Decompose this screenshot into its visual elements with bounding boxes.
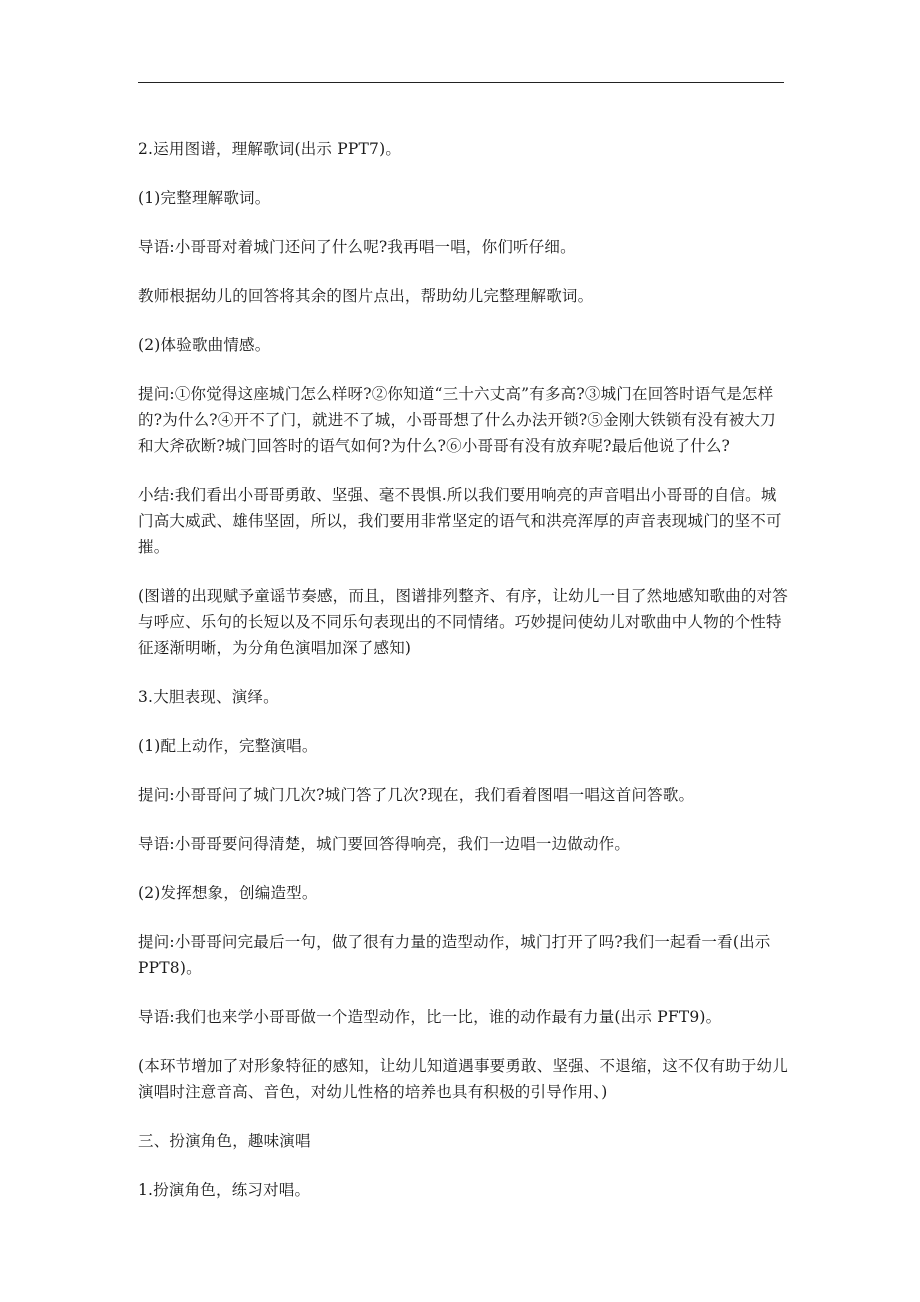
- paragraph: (图谱的出现赋予童谣节奏感，而且，图谱排列整齐、有序，让幼儿一目了然地感知歌曲的对答与呼应、乐句的长短以及不同乐句表现出的不同情绪。巧妙提问使幼儿对歌曲中人物的个性特征逐渐明晰，为分角色演唱加深了感知): [138, 587, 788, 657]
- paragraph: 导语:小哥哥要问得清楚，城门要回答得响亮，我们一边唱一边做动作。: [138, 835, 631, 853]
- paragraph: 提问:小哥哥问了城门几次?城门答了几次?现在，我们看着图唱一唱这首问答歌。: [138, 786, 695, 804]
- paragraph: 1.扮演角色，练习对唱。: [138, 1181, 311, 1199]
- paragraph: 导语:小哥哥对着城门还问了什么呢?我再唱一唱，你们听仔细。: [138, 238, 576, 256]
- paragraph: (2)体验歌曲情感。: [138, 336, 271, 354]
- paragraph: 小结:我们看出小哥哥勇敢、坚强、毫不畏惧.所以我们要用响亮的声音唱出小哥哥的自信。城门高大威武、雄伟坚固，所以，我们要用非常坚定的语气和洪亮浑厚的声音表现城门的坚不可摧。: [138, 486, 782, 556]
- paragraph: 3.大胆表现、演绎。: [138, 688, 279, 706]
- paragraph: 三、扮演角色，趣味演唱: [138, 1132, 311, 1150]
- paragraph: 教师根据幼儿的回答将其余的图片点出，帮助幼儿完整理解歌词。: [138, 287, 594, 305]
- paragraph: (1)完整理解歌词。: [138, 189, 271, 207]
- paragraph: 提问:①你觉得这座城门怎么样呀?②你知道“三十六丈高”有多高?③城门在回答时语气是怎样的?为什么?④开不了门，就进不了城，小哥哥想了什么办法开锁?⑤金刚大铁锁有没有被大刀和大斧砍断?城门回答时的语气如何?为什么?⑥小哥哥有没有放弃呢?最后他说了什么?: [138, 385, 776, 455]
- paragraph: 提问:小哥哥问完最后一句，做了很有力量的造型动作，城门打开了吗?我们一起看一看(出示 PPT8)。: [138, 933, 771, 977]
- paragraph: (1)配上动作，完整演唱。: [138, 737, 318, 755]
- header-rule: [138, 82, 784, 83]
- paragraph: (2)发挥想象，创编造型。: [138, 884, 318, 902]
- paragraph: 导语:我们也来学小哥哥做一个造型动作，比一比，谁的动作最有力量(出示 PFT9)。: [138, 1008, 722, 1026]
- document-body: [138, 136, 788, 1226]
- paragraph: 2.运用图谱，理解歌词(出示 PPT7)。: [138, 140, 402, 158]
- paragraph: (本环节增加了对形象特征的感知，让幼儿知道遇事要勇敢、坚强、不退缩，这不仅有助于幼儿演唱时注意音高、音色，对幼儿性格的培养也具有积极的引导作用、): [138, 1057, 788, 1101]
